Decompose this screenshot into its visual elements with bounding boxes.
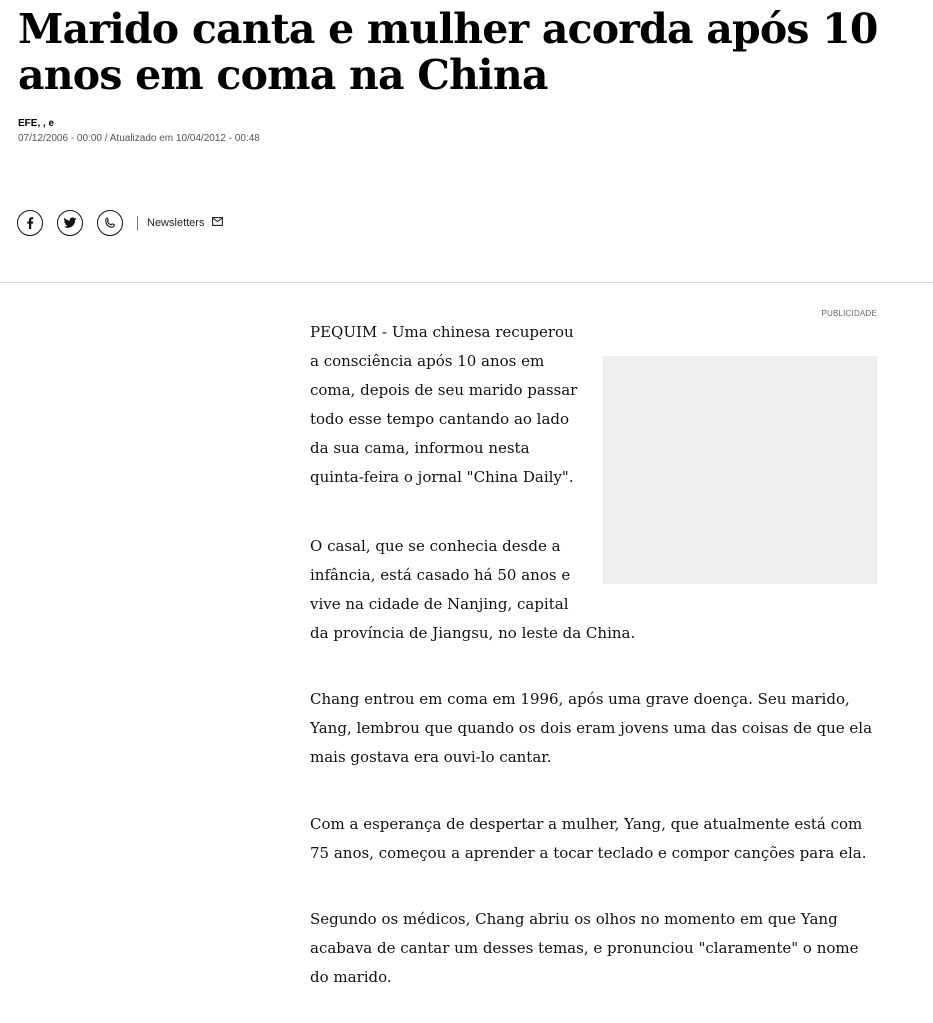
article-dates: 07/12/2006 - 00:00 / Atualizado em 10/04/2012 - 00:48 <box>18 133 260 144</box>
newsletters-link[interactable] <box>147 217 223 229</box>
article-paragraph: PEQUIM - Uma chinesa recuperou a consciência após 10 anos em coma, depois de seu marido passar todo esse tempo cantando ao lado da sua cama, informou nesta quinta-feira o jornal "China Daily". <box>310 323 578 486</box>
facebook-icon <box>23 216 37 230</box>
ad-label: PUBLICIDADE <box>821 309 877 318</box>
paragraph-line: O casal, que se conhecia desde a <box>310 537 561 555</box>
share-separator <box>137 216 138 230</box>
whatsapp-icon <box>103 216 117 230</box>
header-divider <box>0 282 933 283</box>
article-paragraph: Com a esperança de despertar a mulher, Yang, que atualmente está com 75 anos, começou a aprender a tocar teclado e compor canções para ela. <box>310 815 867 862</box>
whatsapp-share-button[interactable] <box>97 210 123 236</box>
twitter-share-button[interactable] <box>57 210 83 236</box>
paragraph-line: da província de Jiangsu, no leste da China. <box>310 624 636 642</box>
paragraph-line: vive na cidade de Nanjing, capital <box>310 595 569 613</box>
article-author: EFE, , e <box>18 118 55 129</box>
facebook-share-button[interactable] <box>17 210 43 236</box>
article-paragraph: Chang entrou em coma em 1996, após uma grave doença. Seu marido, Yang, lembrou que quando os dois eram jovens uma das coisas de que ela mais gostava era ouvi-lo cantar. <box>310 690 873 766</box>
newsletters-label: Newsletters <box>147 217 205 229</box>
share-bar <box>17 208 223 238</box>
article-paragraph: Segundo os médicos, Chang abriu os olhos no momento em que Yang acabava de cantar um desses temas, e pronunciou "claramente" o nome do marido. <box>310 910 859 986</box>
twitter-icon <box>63 216 77 230</box>
article-title: Marido canta e mulher acorda após 10 anos em coma na China <box>18 5 878 99</box>
paragraph-line: infância, está casado há 50 anos e <box>310 566 571 584</box>
mail-icon <box>212 217 223 229</box>
article-paragraph <box>310 532 870 648</box>
